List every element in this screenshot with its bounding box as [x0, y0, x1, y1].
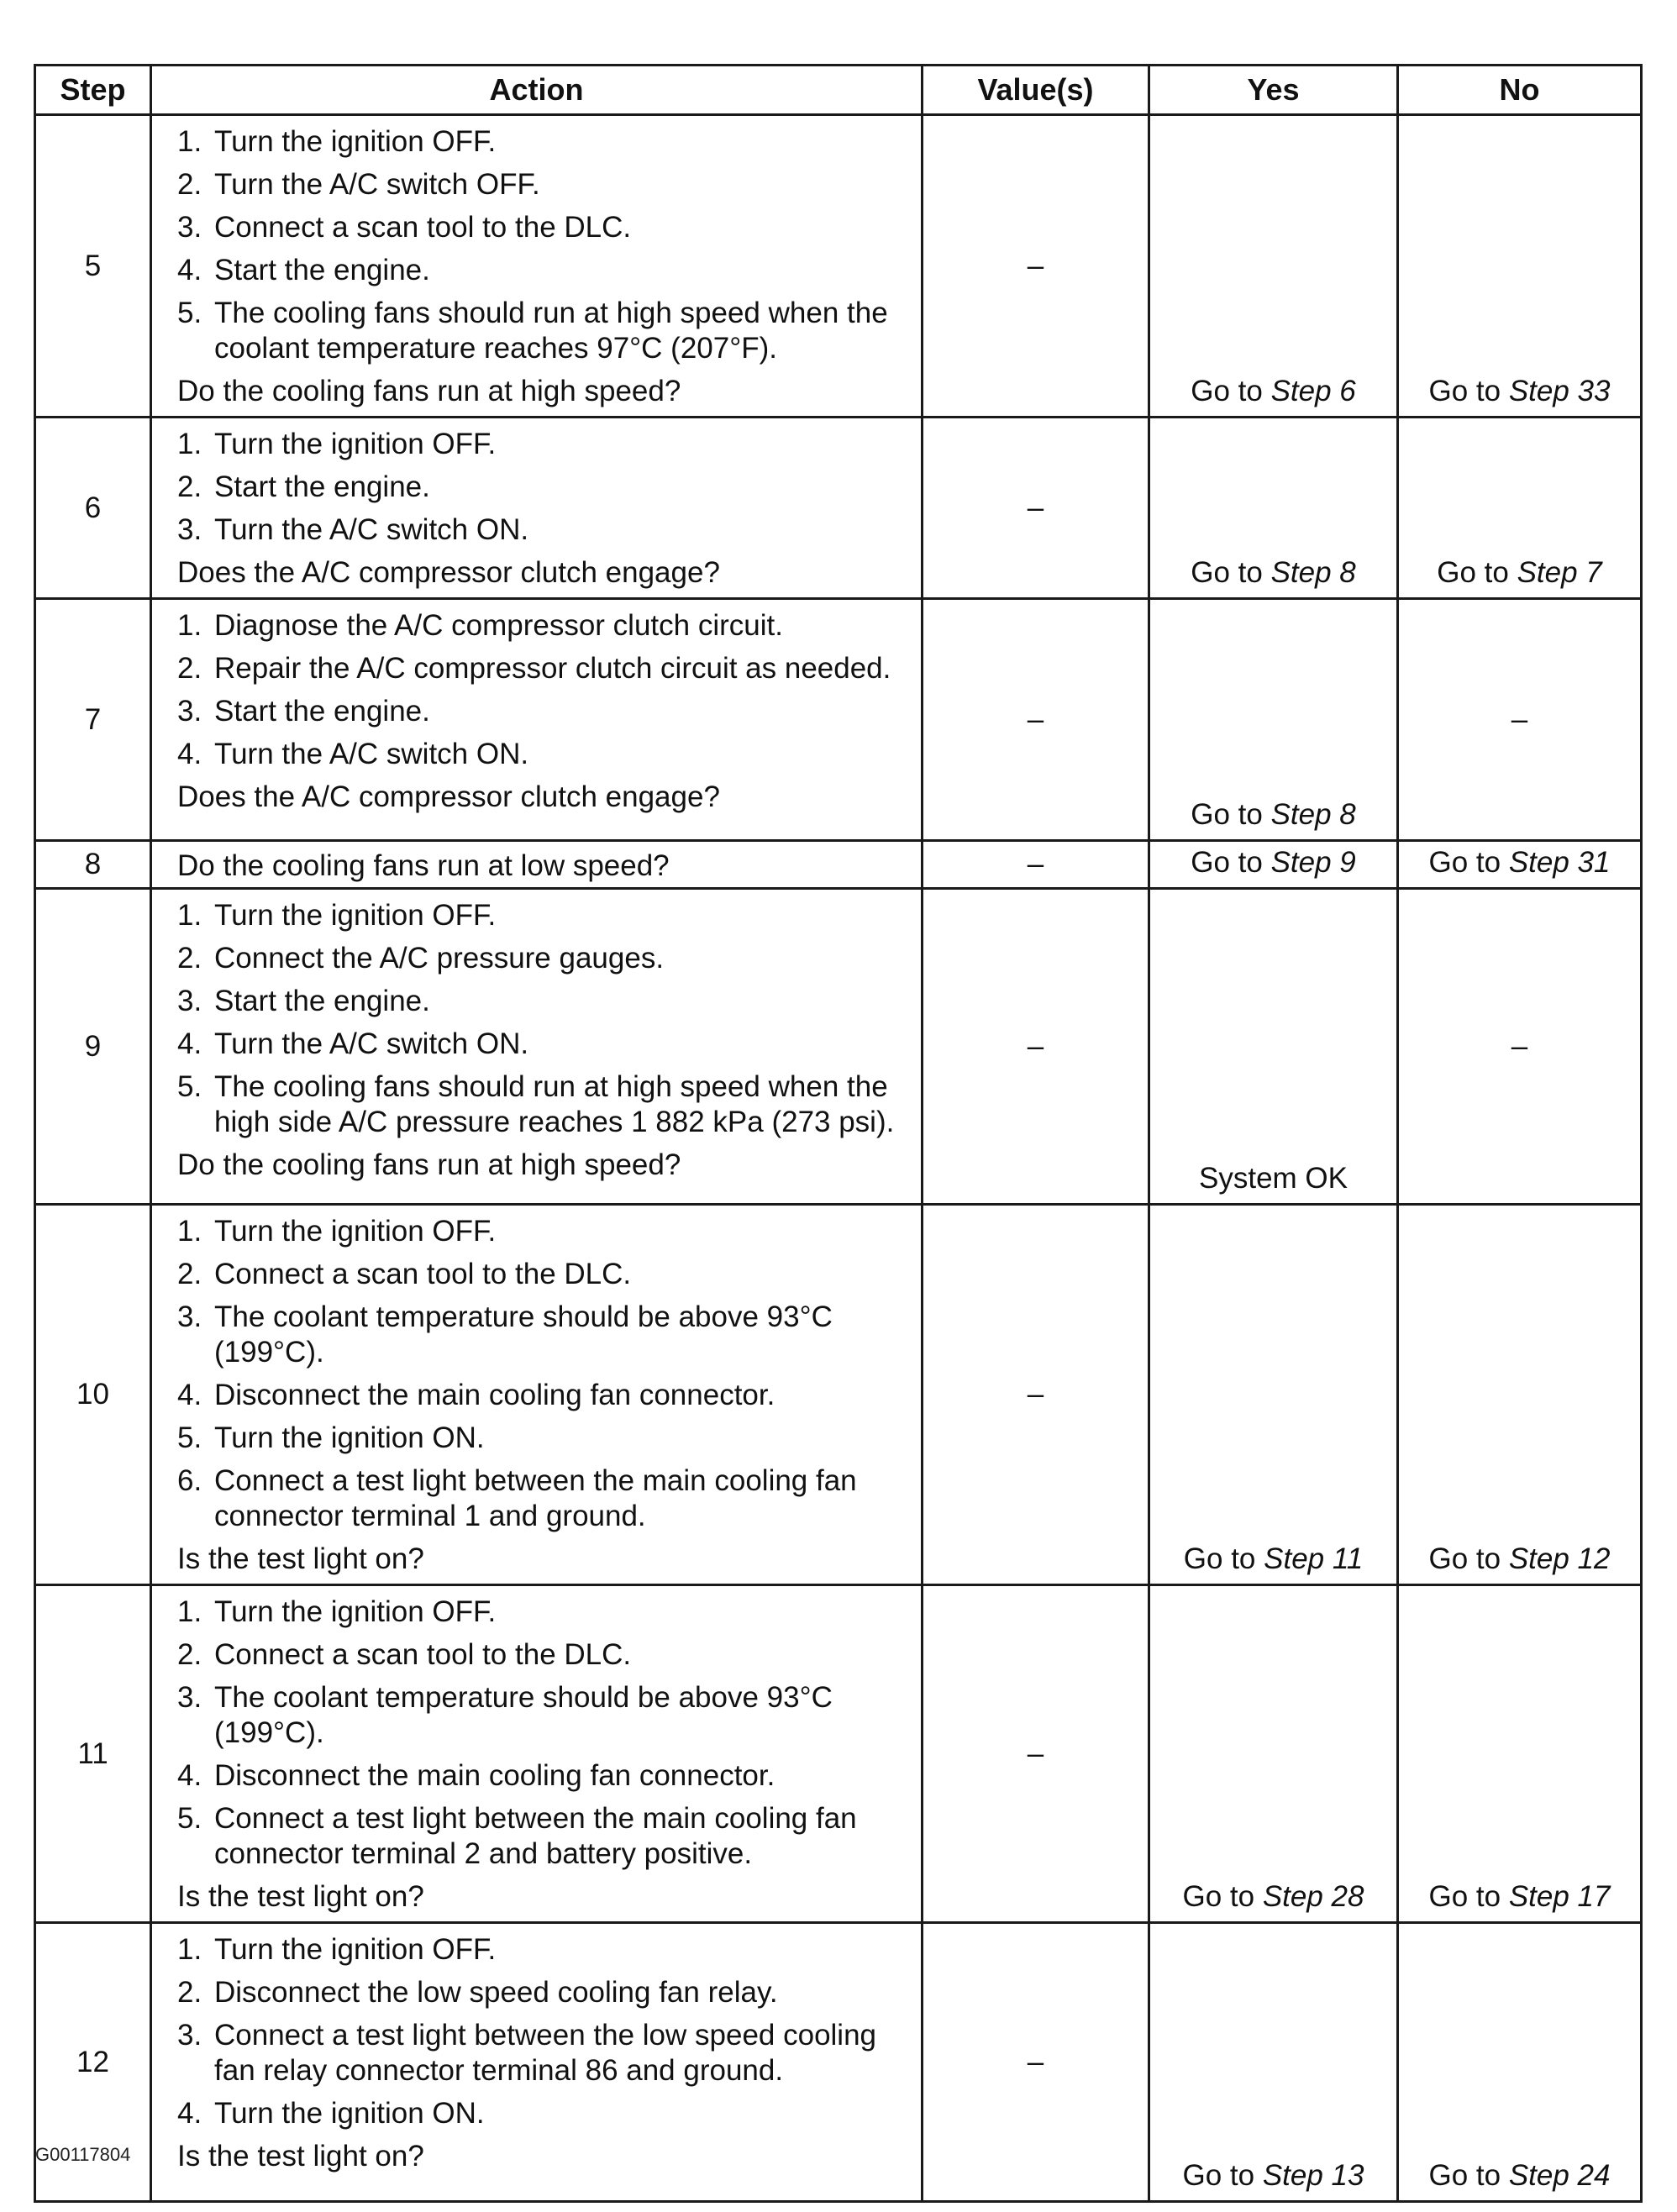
action-item-number: 1.: [177, 428, 202, 460]
table-row: [35, 841, 1642, 889]
step-number: 12: [35, 1923, 151, 2202]
action-cell: [151, 1585, 923, 1923]
yes-cell: [1149, 599, 1398, 841]
action-item-text: Disconnect the main cooling fan connector.: [214, 1379, 775, 1411]
action-item-text: Turn the A/C switch ON.: [214, 1027, 529, 1060]
table-row: [35, 1923, 1642, 2202]
no-cell: [1398, 599, 1642, 841]
yes-goto-prefix: Go to: [1191, 375, 1271, 407]
action-item-text: Turn the A/C switch OFF.: [214, 168, 540, 201]
no-step-link: Step 33: [1508, 375, 1611, 407]
header-no: No: [1398, 66, 1642, 115]
yes-goto-prefix: Go to: [1183, 1542, 1264, 1575]
action-item: [177, 1680, 912, 1751]
table-body: [35, 115, 1642, 2202]
action-item-number: 6.: [177, 1464, 202, 1497]
action-item: [177, 167, 912, 202]
action-item-number: 2.: [177, 1638, 202, 1671]
action-item-number: 1.: [177, 1215, 202, 1248]
action-item-number: 3.: [177, 513, 202, 546]
yes-cell: [1149, 889, 1398, 1205]
action-item: [177, 512, 912, 548]
yes-cell: [1149, 115, 1398, 418]
action-item: [177, 1801, 912, 1872]
action-item-text: Turn the ignition OFF.: [214, 899, 497, 932]
action-question: Do the cooling fans run at high speed?: [177, 1148, 681, 1181]
action-item: [177, 1378, 912, 1413]
action-item-text: Turn the ignition OFF.: [214, 1215, 497, 1248]
action-item-number: 1.: [177, 125, 202, 158]
action-item: [177, 2018, 912, 2089]
action-item: [177, 898, 912, 933]
no-cell: [1398, 889, 1642, 1205]
action-item-number: 1.: [177, 1933, 202, 1966]
yes-cell: [1149, 841, 1398, 889]
action-item-text: The cooling fans should run at high speed when the coolant temperature reaches 97°C (207°F).: [214, 297, 888, 365]
no-step-link: Step 31: [1508, 846, 1611, 879]
action-item-text: Turn the ignition ON.: [214, 1421, 485, 1454]
action-cell: [151, 599, 923, 841]
action-cell: [151, 841, 923, 889]
action-cell: [151, 1923, 923, 2202]
action-item-number: 3.: [177, 211, 202, 244]
action-item-number: 3.: [177, 1681, 202, 1714]
value-cell: –: [923, 1585, 1149, 1923]
step-number: 7: [35, 599, 151, 841]
no-result-text: –: [1511, 1029, 1528, 1063]
action-item-number: 2.: [177, 168, 202, 201]
action-item-text: Start the engine.: [214, 985, 430, 1017]
no-cell: [1398, 841, 1642, 889]
action-item-text: Connect the A/C pressure gauges.: [214, 942, 665, 975]
action-item-number: 2.: [177, 942, 202, 975]
action-question: Is the test light on?: [177, 2140, 424, 2173]
action-item-number: 3.: [177, 695, 202, 728]
value-cell: –: [923, 418, 1149, 599]
no-goto-prefix: Go to: [1428, 375, 1509, 407]
action-item: [177, 984, 912, 1019]
step-number: 5: [35, 115, 151, 418]
action-item: [177, 1595, 912, 1630]
action-question: Is the test light on?: [177, 1542, 424, 1575]
no-goto-prefix: Go to: [1428, 846, 1509, 879]
action-item-text: Turn the A/C switch ON.: [214, 513, 529, 546]
action-item: [177, 1027, 912, 1062]
table-row: [35, 418, 1642, 599]
yes-cell: [1149, 418, 1398, 599]
action-item-text: Turn the ignition OFF.: [214, 1595, 497, 1628]
no-step-link: Step 24: [1508, 2159, 1611, 2192]
action-question: Do the cooling fans run at low speed?: [177, 849, 670, 882]
yes-step-link: Step 13: [1262, 2159, 1364, 2192]
action-item: [177, 941, 912, 976]
value-cell: –: [923, 841, 1149, 889]
action-question: Do the cooling fans run at high speed?: [177, 375, 681, 407]
action-cell: [151, 889, 923, 1205]
no-step-link: Step 17: [1508, 1880, 1611, 1913]
diagnostic-table: [34, 64, 1643, 2203]
action-item-text: Start the engine.: [214, 470, 430, 503]
yes-cell: [1149, 1205, 1398, 1585]
action-question: Does the A/C compressor clutch engage?: [177, 780, 720, 813]
table-row: [35, 1585, 1642, 1923]
yes-goto-prefix: Go to: [1191, 846, 1271, 879]
action-item: [177, 1214, 912, 1249]
no-cell: [1398, 1205, 1642, 1585]
yes-step-link: Step 8: [1270, 798, 1356, 831]
action-item: [177, 1637, 912, 1673]
action-item: [177, 1257, 912, 1292]
action-item-text: Turn the ignition OFF.: [214, 1933, 497, 1966]
step-number: 10: [35, 1205, 151, 1585]
no-result-text: –: [1511, 702, 1528, 736]
action-item-number: 4.: [177, 1379, 202, 1411]
table-row: [35, 599, 1642, 841]
value-cell: –: [923, 115, 1149, 418]
step-number: 11: [35, 1585, 151, 1923]
action-item-number: 2.: [177, 1258, 202, 1290]
yes-step-link: Step 9: [1270, 846, 1356, 879]
action-item-text: Repair the A/C compressor clutch circuit as needed.: [214, 652, 891, 685]
action-item-text: Turn the A/C switch ON.: [214, 738, 529, 770]
yes-goto-prefix: Go to: [1182, 2159, 1263, 2192]
action-item-number: 3.: [177, 2019, 202, 2052]
action-item-number: 4.: [177, 2097, 202, 2130]
action-item: [177, 427, 912, 462]
action-item-text: Connect a scan tool to the DLC.: [214, 1638, 632, 1671]
yes-step-link: Step 11: [1264, 1542, 1364, 1575]
action-item-text: Turn the ignition OFF.: [214, 125, 497, 158]
action-item-number: 4.: [177, 1759, 202, 1792]
step-number: 8: [35, 841, 151, 889]
action-item-number: 5.: [177, 1421, 202, 1454]
no-goto-prefix: Go to: [1428, 1542, 1509, 1575]
action-question: Does the A/C compressor clutch engage?: [177, 556, 720, 589]
action-item-text: The coolant temperature should be above 93°C (199°C).: [214, 1300, 833, 1369]
action-item: [177, 1300, 912, 1370]
action-item-text: Turn the ignition ON.: [214, 2097, 485, 2130]
action-item-text: Connect a test light between the low speed cooling fan relay connector terminal 86 and ground.: [214, 2019, 877, 2087]
action-item: [177, 651, 912, 686]
no-goto-prefix: Go to: [1437, 556, 1517, 589]
action-item-text: Disconnect the main cooling fan connector.: [214, 1759, 775, 1792]
action-cell: [151, 115, 923, 418]
table-row: [35, 1205, 1642, 1585]
yes-goto-prefix: Go to: [1182, 1880, 1263, 1913]
yes-cell: [1149, 1585, 1398, 1923]
action-item-number: 5.: [177, 1802, 202, 1835]
no-goto-prefix: Go to: [1428, 2159, 1509, 2192]
action-item-number: 1.: [177, 899, 202, 932]
action-item: [177, 737, 912, 772]
action-item: [177, 210, 912, 245]
action-item: [177, 1975, 912, 2010]
action-item: [177, 608, 912, 644]
yes-cell: [1149, 1923, 1398, 2202]
action-item-text: Start the engine.: [214, 695, 430, 728]
action-item-text: The cooling fans should run at high speed when the high side A/C pressure reaches 1 882 kPa (273 psi).: [214, 1070, 895, 1138]
action-item-number: 1.: [177, 609, 202, 642]
action-cell: [151, 418, 923, 599]
action-item-number: 1.: [177, 1595, 202, 1628]
yes-goto-prefix: Go to: [1191, 798, 1271, 831]
action-item-text: Start the engine.: [214, 254, 430, 286]
action-item-number: 2.: [177, 652, 202, 685]
action-item: [177, 296, 912, 366]
action-item: [177, 1421, 912, 1456]
action-item-number: 5.: [177, 297, 202, 329]
action-item: [177, 1932, 912, 1968]
action-item-text: Connect a scan tool to the DLC.: [214, 211, 632, 244]
action-item-text: The coolant temperature should be above 93°C (199°C).: [214, 1681, 833, 1749]
action-item-text: Connect a test light between the main cooling fan connector terminal 1 and ground.: [214, 1464, 857, 1532]
no-cell: [1398, 1585, 1642, 1923]
figure-id: G00117804: [35, 2144, 131, 2165]
action-item-text: Diagnose the A/C compressor clutch circuit.: [214, 609, 783, 642]
header-action: Action: [151, 66, 923, 115]
no-step-link: Step 7: [1517, 556, 1602, 589]
action-item-text: Connect a test light between the main cooling fan connector terminal 2 and battery positive.: [214, 1802, 857, 1870]
action-item: [177, 2096, 912, 2131]
action-item: [177, 1463, 912, 1534]
header-step: Step: [35, 66, 151, 115]
yes-step-link: Step 28: [1262, 1880, 1364, 1913]
no-cell: [1398, 1923, 1642, 2202]
action-item-number: 3.: [177, 985, 202, 1017]
action-item-text: Connect a scan tool to the DLC.: [214, 1258, 632, 1290]
no-step-link: Step 12: [1508, 1542, 1611, 1575]
action-item-number: 4.: [177, 1027, 202, 1060]
action-item-number: 2.: [177, 470, 202, 503]
action-item-number: 3.: [177, 1300, 202, 1333]
action-item: [177, 253, 912, 288]
action-item: [177, 470, 912, 505]
header-row: [35, 66, 1642, 115]
no-goto-prefix: Go to: [1428, 1880, 1509, 1913]
step-number: 9: [35, 889, 151, 1205]
table-row: [35, 889, 1642, 1205]
action-item-number: 4.: [177, 254, 202, 286]
action-item-number: 2.: [177, 1976, 202, 2009]
action-item: [177, 1758, 912, 1794]
action-item: [177, 1069, 912, 1140]
value-cell: –: [923, 889, 1149, 1205]
yes-goto-prefix: Go to: [1191, 556, 1271, 589]
no-cell: [1398, 115, 1642, 418]
yes-step-link: Step 8: [1270, 556, 1356, 589]
table-row: [35, 115, 1642, 418]
action-item: [177, 694, 912, 729]
value-cell: –: [923, 1923, 1149, 2202]
value-cell: –: [923, 599, 1149, 841]
step-number: 6: [35, 418, 151, 599]
no-cell: [1398, 418, 1642, 599]
value-cell: –: [923, 1205, 1149, 1585]
yes-step-link: Step 6: [1270, 375, 1356, 407]
header-values: Value(s): [923, 66, 1149, 115]
action-item: [177, 124, 912, 160]
action-item-text: Disconnect the low speed cooling fan relay.: [214, 1976, 778, 2009]
yes-result-text: System OK: [1199, 1162, 1348, 1195]
action-cell: [151, 1205, 923, 1585]
action-item-number: 4.: [177, 738, 202, 770]
header-yes: Yes: [1149, 66, 1398, 115]
action-question: Is the test light on?: [177, 1880, 424, 1913]
action-item-text: Turn the ignition OFF.: [214, 428, 497, 460]
action-item-number: 5.: [177, 1070, 202, 1103]
